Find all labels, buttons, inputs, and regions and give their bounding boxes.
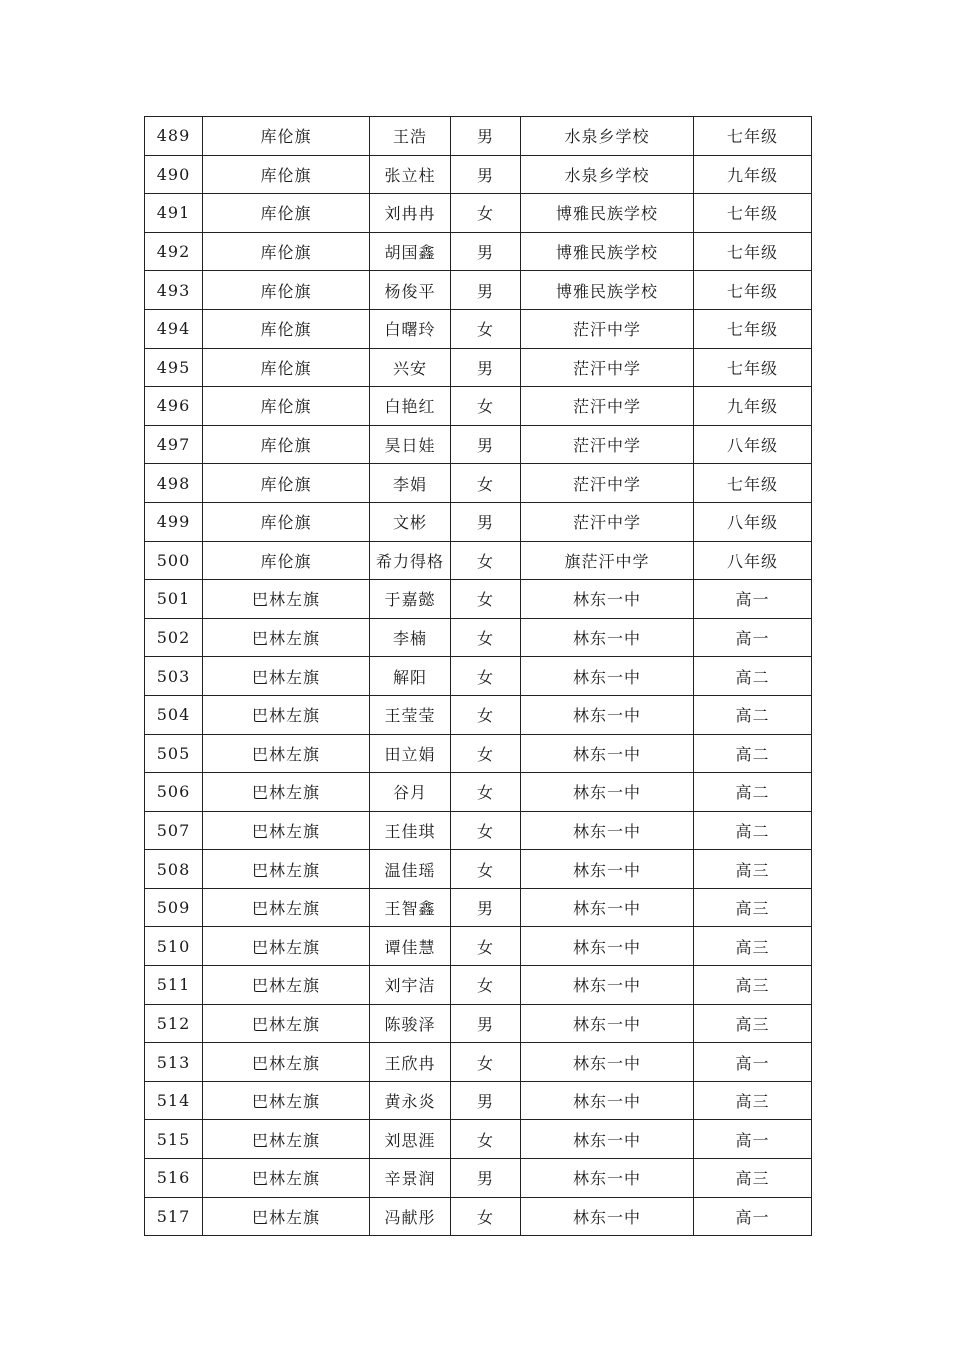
- row-number: 502: [145, 618, 203, 657]
- gender-cell: 男: [451, 348, 521, 387]
- gender-cell: 女: [451, 773, 521, 812]
- region-cell: 库伦旗: [203, 387, 370, 426]
- student-name-cell: 于嘉懿: [370, 580, 451, 619]
- gender-cell: 女: [451, 811, 521, 850]
- grade-cell: 高三: [694, 966, 812, 1005]
- row-number: 489: [145, 117, 203, 156]
- grade-cell: 七年级: [694, 271, 812, 310]
- student-name-cell: 张立柱: [370, 155, 451, 194]
- row-number: 506: [145, 773, 203, 812]
- school-cell: 林东一中: [521, 657, 694, 696]
- gender-cell: 男: [451, 117, 521, 156]
- gender-cell: 女: [451, 309, 521, 348]
- school-cell: 林东一中: [521, 927, 694, 966]
- grade-cell: 七年级: [694, 309, 812, 348]
- region-cell: 巴林左旗: [203, 1004, 370, 1043]
- row-number: 493: [145, 271, 203, 310]
- row-number: 505: [145, 734, 203, 773]
- table-row: [145, 541, 812, 580]
- student-name-cell: 白艳红: [370, 387, 451, 426]
- table-row: [145, 271, 812, 310]
- gender-cell: 女: [451, 1120, 521, 1159]
- region-cell: 巴林左旗: [203, 850, 370, 889]
- gender-cell: 女: [451, 734, 521, 773]
- grade-cell: 八年级: [694, 425, 812, 464]
- school-cell: 博雅民族学校: [521, 194, 694, 233]
- grade-cell: 高一: [694, 1043, 812, 1082]
- row-number: 495: [145, 348, 203, 387]
- school-cell: 林东一中: [521, 966, 694, 1005]
- gender-cell: 女: [451, 657, 521, 696]
- region-cell: 库伦旗: [203, 117, 370, 156]
- gender-cell: 男: [451, 888, 521, 927]
- student-name-cell: 陈骏泽: [370, 1004, 451, 1043]
- region-cell: 巴林左旗: [203, 773, 370, 812]
- grade-cell: 高一: [694, 618, 812, 657]
- grade-cell: 高三: [694, 888, 812, 927]
- student-name-cell: 田立娟: [370, 734, 451, 773]
- row-number: 508: [145, 850, 203, 889]
- school-cell: 林东一中: [521, 734, 694, 773]
- region-cell: 巴林左旗: [203, 888, 370, 927]
- student-name-cell: 王智鑫: [370, 888, 451, 927]
- row-number: 509: [145, 888, 203, 927]
- gender-cell: 男: [451, 502, 521, 541]
- region-cell: 库伦旗: [203, 348, 370, 387]
- table-row: [145, 155, 812, 194]
- region-cell: 巴林左旗: [203, 927, 370, 966]
- grade-cell: 七年级: [694, 348, 812, 387]
- gender-cell: 男: [451, 1004, 521, 1043]
- grade-cell: 高一: [694, 580, 812, 619]
- region-cell: 巴林左旗: [203, 734, 370, 773]
- school-cell: 水泉乡学校: [521, 155, 694, 194]
- row-number: 513: [145, 1043, 203, 1082]
- school-cell: 林东一中: [521, 580, 694, 619]
- region-cell: 巴林左旗: [203, 1081, 370, 1120]
- region-cell: 巴林左旗: [203, 580, 370, 619]
- table-row: [145, 1159, 812, 1198]
- gender-cell: 女: [451, 464, 521, 503]
- region-cell: 库伦旗: [203, 425, 370, 464]
- gender-cell: 女: [451, 927, 521, 966]
- region-cell: 库伦旗: [203, 232, 370, 271]
- gender-cell: 女: [451, 695, 521, 734]
- school-cell: 林东一中: [521, 1004, 694, 1043]
- region-cell: 库伦旗: [203, 155, 370, 194]
- student-name-cell: 兴安: [370, 348, 451, 387]
- grade-cell: 八年级: [694, 541, 812, 580]
- region-cell: 库伦旗: [203, 194, 370, 233]
- region-cell: 巴林左旗: [203, 695, 370, 734]
- gender-cell: 女: [451, 580, 521, 619]
- table-row: [145, 1197, 812, 1236]
- student-name-cell: 辛景润: [370, 1159, 451, 1198]
- student-name-cell: 王莹莹: [370, 695, 451, 734]
- row-number: 517: [145, 1197, 203, 1236]
- student-name-cell: 冯献彤: [370, 1197, 451, 1236]
- student-name-cell: 胡国鑫: [370, 232, 451, 271]
- student-name-cell: 谷月: [370, 773, 451, 812]
- table-row: [145, 773, 812, 812]
- table-row: [145, 1043, 812, 1082]
- gender-cell: 男: [451, 155, 521, 194]
- student-name-cell: 温佳瑶: [370, 850, 451, 889]
- school-cell: 林东一中: [521, 850, 694, 889]
- grade-cell: 七年级: [694, 464, 812, 503]
- student-roster-table: [144, 116, 812, 1236]
- grade-cell: 七年级: [694, 194, 812, 233]
- grade-cell: 七年级: [694, 232, 812, 271]
- grade-cell: 高二: [694, 811, 812, 850]
- grade-cell: 高三: [694, 1159, 812, 1198]
- grade-cell: 九年级: [694, 155, 812, 194]
- row-number: 490: [145, 155, 203, 194]
- gender-cell: 女: [451, 618, 521, 657]
- row-number: 491: [145, 194, 203, 233]
- row-number: 500: [145, 541, 203, 580]
- table-row: [145, 695, 812, 734]
- table-row: [145, 888, 812, 927]
- grade-cell: 高三: [694, 927, 812, 966]
- region-cell: 巴林左旗: [203, 811, 370, 850]
- table-row: [145, 348, 812, 387]
- table-row: [145, 232, 812, 271]
- table-row: [145, 387, 812, 426]
- school-cell: 博雅民族学校: [521, 232, 694, 271]
- school-cell: 茫汗中学: [521, 464, 694, 503]
- student-name-cell: 王欣冉: [370, 1043, 451, 1082]
- gender-cell: 男: [451, 1081, 521, 1120]
- row-number: 512: [145, 1004, 203, 1043]
- school-cell: 林东一中: [521, 1043, 694, 1082]
- row-number: 515: [145, 1120, 203, 1159]
- grade-cell: 八年级: [694, 502, 812, 541]
- grade-cell: 高一: [694, 1120, 812, 1159]
- table-row: [145, 194, 812, 233]
- student-name-cell: 刘思涯: [370, 1120, 451, 1159]
- row-number: 497: [145, 425, 203, 464]
- school-cell: 茫汗中学: [521, 425, 694, 464]
- row-number: 492: [145, 232, 203, 271]
- table-row: [145, 309, 812, 348]
- student-name-cell: 希力得格: [370, 541, 451, 580]
- school-cell: 林东一中: [521, 773, 694, 812]
- grade-cell: 高三: [694, 1081, 812, 1120]
- student-name-cell: 刘宇洁: [370, 966, 451, 1005]
- table-row: [145, 811, 812, 850]
- school-cell: 茫汗中学: [521, 309, 694, 348]
- student-name-cell: 黄永炎: [370, 1081, 451, 1120]
- student-name-cell: 白曙玲: [370, 309, 451, 348]
- row-number: 511: [145, 966, 203, 1005]
- region-cell: 巴林左旗: [203, 1043, 370, 1082]
- table-row: [145, 1081, 812, 1120]
- gender-cell: 女: [451, 194, 521, 233]
- table-row: [145, 618, 812, 657]
- region-cell: 库伦旗: [203, 464, 370, 503]
- region-cell: 巴林左旗: [203, 1159, 370, 1198]
- table-row: [145, 1004, 812, 1043]
- grade-cell: 九年级: [694, 387, 812, 426]
- student-name-cell: 王佳琪: [370, 811, 451, 850]
- school-cell: 林东一中: [521, 888, 694, 927]
- student-name-cell: 李楠: [370, 618, 451, 657]
- gender-cell: 男: [451, 271, 521, 310]
- gender-cell: 女: [451, 387, 521, 426]
- region-cell: 库伦旗: [203, 309, 370, 348]
- region-cell: 巴林左旗: [203, 966, 370, 1005]
- grade-cell: 高二: [694, 695, 812, 734]
- school-cell: 茫汗中学: [521, 348, 694, 387]
- school-cell: 旗茫汗中学: [521, 541, 694, 580]
- student-name-cell: 王浩: [370, 117, 451, 156]
- student-name-cell: 刘冉冉: [370, 194, 451, 233]
- table-row: [145, 1120, 812, 1159]
- gender-cell: 女: [451, 850, 521, 889]
- grade-cell: 高二: [694, 657, 812, 696]
- table-row: [145, 657, 812, 696]
- region-cell: 巴林左旗: [203, 1197, 370, 1236]
- table-row: [145, 734, 812, 773]
- school-cell: 林东一中: [521, 1159, 694, 1198]
- school-cell: 林东一中: [521, 1197, 694, 1236]
- region-cell: 库伦旗: [203, 502, 370, 541]
- row-number: 498: [145, 464, 203, 503]
- row-number: 503: [145, 657, 203, 696]
- region-cell: 库伦旗: [203, 271, 370, 310]
- row-number: 514: [145, 1081, 203, 1120]
- grade-cell: 高三: [694, 850, 812, 889]
- table-row: [145, 502, 812, 541]
- row-number: 496: [145, 387, 203, 426]
- school-cell: 茫汗中学: [521, 502, 694, 541]
- row-number: 507: [145, 811, 203, 850]
- school-cell: 水泉乡学校: [521, 117, 694, 156]
- grade-cell: 高二: [694, 734, 812, 773]
- table-row: [145, 580, 812, 619]
- region-cell: 巴林左旗: [203, 1120, 370, 1159]
- school-cell: 林东一中: [521, 1120, 694, 1159]
- gender-cell: 女: [451, 541, 521, 580]
- table-row: [145, 425, 812, 464]
- gender-cell: 女: [451, 966, 521, 1005]
- gender-cell: 男: [451, 425, 521, 464]
- table-row: [145, 850, 812, 889]
- row-number: 499: [145, 502, 203, 541]
- school-cell: 茫汗中学: [521, 387, 694, 426]
- table-row: [145, 464, 812, 503]
- school-cell: 博雅民族学校: [521, 271, 694, 310]
- student-name-cell: 李娟: [370, 464, 451, 503]
- gender-cell: 男: [451, 232, 521, 271]
- grade-cell: 七年级: [694, 117, 812, 156]
- school-cell: 林东一中: [521, 811, 694, 850]
- school-cell: 林东一中: [521, 695, 694, 734]
- student-name-cell: 谭佳慧: [370, 927, 451, 966]
- table-row: [145, 966, 812, 1005]
- grade-cell: 高三: [694, 1004, 812, 1043]
- region-cell: 巴林左旗: [203, 618, 370, 657]
- student-name-cell: 解阳: [370, 657, 451, 696]
- gender-cell: 女: [451, 1197, 521, 1236]
- row-number: 510: [145, 927, 203, 966]
- grade-cell: 高一: [694, 1197, 812, 1236]
- row-number: 504: [145, 695, 203, 734]
- row-number: 501: [145, 580, 203, 619]
- student-name-cell: 文彬: [370, 502, 451, 541]
- roster-body: [145, 117, 812, 1236]
- table-row: [145, 927, 812, 966]
- region-cell: 巴林左旗: [203, 657, 370, 696]
- school-cell: 林东一中: [521, 618, 694, 657]
- grade-cell: 高二: [694, 773, 812, 812]
- student-name-cell: 昊日娃: [370, 425, 451, 464]
- row-number: 516: [145, 1159, 203, 1198]
- gender-cell: 男: [451, 1159, 521, 1198]
- row-number: 494: [145, 309, 203, 348]
- gender-cell: 女: [451, 1043, 521, 1082]
- school-cell: 林东一中: [521, 1081, 694, 1120]
- region-cell: 库伦旗: [203, 541, 370, 580]
- student-name-cell: 杨俊平: [370, 271, 451, 310]
- table-row: [145, 117, 812, 156]
